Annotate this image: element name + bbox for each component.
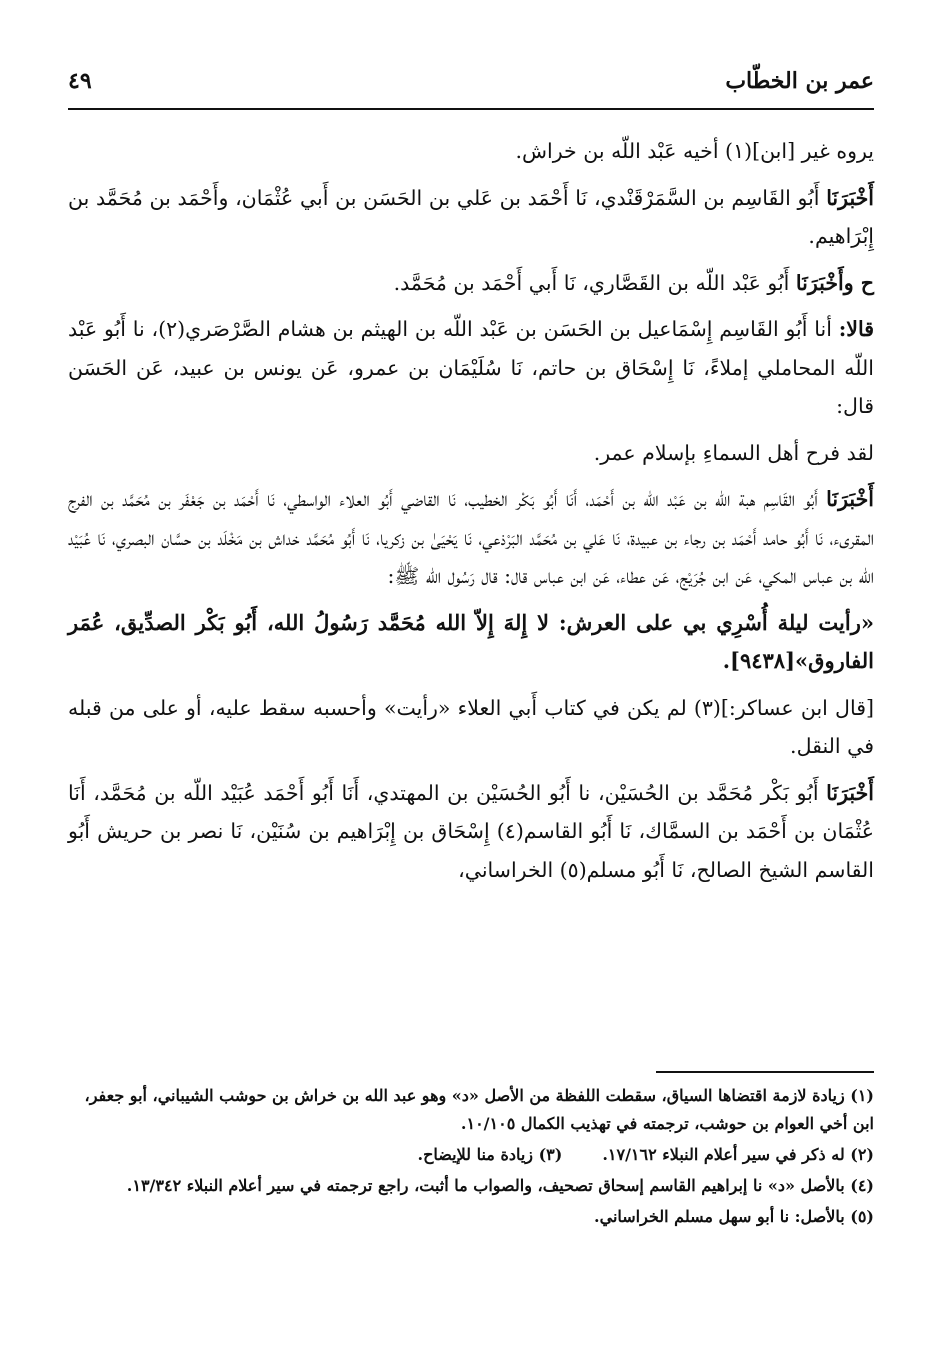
paragraph-lead: أَخْبَرَنَا — [826, 487, 874, 511]
paragraph-text: لقد فرح أهل السماءِ بإسلام عمر. — [593, 440, 874, 465]
paragraph-lead: أَخْبَرَنَا — [826, 780, 874, 805]
paragraph-text: أَبُو القَاسِم بن السَّمَرْقَنْدي، نَا أَحْمَد بن عَلي بن الحَسَن بن أَبي عُثْمَان، وأَحْمَد بن مُحَمَّد بن إِبْرَاهيم. — [68, 185, 874, 248]
paragraph-1 — [68, 132, 874, 171]
paragraph-lead: ح وأَخْبَرَنَا — [795, 270, 874, 295]
footnote-3: (٣) زيادة منا للإيضاح. — [417, 1145, 563, 1164]
footnote-separator — [656, 1071, 874, 1073]
page-number: ٤٩ — [68, 68, 92, 94]
footnote-4: (٤) بالأصل «د» نا إبراهيم القاسم إسحاق تصحيف، والصواب ما أثبت، راجع ترجمته في سير أعلام النبلاء ١٣/٣٤٢. — [126, 1176, 874, 1195]
paragraph-text: أَبُو عَبْد اللّه بن القَصَّاري، نَا أَبي أَحْمَد بن مُحَمَّد. — [393, 270, 796, 295]
footnote-row-2-3 — [68, 1141, 874, 1169]
paragraph-text: [قال ابن عساكر:](٣) لم يكن في كتاب أَبي العلاء «رأيت» وأحسبه سقط عليه، أو على من قبله في النقل. — [68, 695, 874, 758]
main-text — [68, 132, 874, 897]
paragraph-lead: قالا: — [838, 317, 874, 341]
footnote-2: (٢) له ذكر في سير أعلام النبلاء ١٧/١٦٢. — [602, 1145, 874, 1164]
paragraph-text: أَبُو بَكْر مُحَمَّد بن الحُسَيْن، نا أَبُو الحُسَيْن بن المهتدي، أَنَا أَبُو أَحْمَد عُبَيْد اللّه بن مُحَمَّد، أَنَا عُثْمَان بن أَحْمَد بن السمَّاك، نَا أَبُو القاسم(٤) إِسْحَاق بن إِبْرَاهيم بن سُنَيْن، نَا نصر بن حريش أَبُو القاسم الشيخ الصالح، نَا أَبُو مسلم(٥) الخراساني، — [68, 780, 874, 882]
paragraph-lead: أَخْبَرَنَا — [826, 185, 875, 210]
paragraph-text: أنا أَبُو القَاسِم إِسْمَاعيل بن الحَسَن بن عَبْد اللّه بن الهيثم بن هشام الصَّرْصَري(٢)، نا أَبُو عَبْد اللّه المحاملي إملاءً، نَا إِسْحَاق بن حاتم، نَا سُلَيْمَان بن عمرو، عَن يونس بن عبيد، عَن الحَسَن قال: — [68, 317, 874, 418]
paragraph-4 — [68, 310, 874, 426]
footnote-5: (٥) بالأصل: نا أبو سهل مسلم الخراساني. — [594, 1207, 874, 1226]
paragraph-3 — [68, 264, 874, 303]
footnotes — [68, 1082, 874, 1234]
paragraph-9 — [68, 774, 874, 890]
footnote-1: (١) زيادة لازمة اقتضاها السياق، سقطت اللفظة من الأصل «د» وهو عبد الله بن خراش بن حوشب الشيباني، أبو جعفر، ابن أخي العوام بن حوشب، ترجمته في تهذيب الكمال ١٠/١٠٥. — [84, 1086, 874, 1133]
paragraph-text: «رأيت ليلة أُسْرِي بي على العرش: لا إِلهَ إِلاّ الله مُحَمَّد رَسُولُ الله، أَبُو بَكْر الصدِّيق، عُمَر الفاروق»[٩٤٣٨]. — [68, 609, 874, 673]
hadith-quote — [68, 604, 874, 681]
paragraph-text: أَبُو القَاسِم هبة اللّه بن عَبْد اللّه بن أَحْمَد، أَنَا أَبُو بَكْر الخطيب، نَا القاضي أَبُو العلاء الواسطي، نَا أَحْمَد بن جَعْفَر بن مُحَمَّد بن الفرج المقرىء، نَا أَبُو حامد أَحْمَد بن رجاء بن عبيدة، نَا عَلي بن مُحَمَّد البَرْذعي، نَا يَحْيَىٰ بن زكريا، نَا أَبُو مُحَمَّد خداش بن مَخْلَد بن حسَّان البصري، نَا عُبَيْد اللّه بن عباس المكي، عَن ابن جُرَيْج، عَن عطاء، عَن ابن عباس قال: قال رَسُول الله ﷺ: — [68, 487, 874, 588]
running-title: عمر بن الخطّاب — [725, 68, 874, 94]
paragraph-6 — [68, 480, 874, 596]
page-header — [68, 64, 874, 110]
paragraph-text: يروه غير [ابن](١) أخيه عَبْد اللّه بن خراش. — [515, 139, 874, 163]
paragraph-8 — [68, 689, 874, 766]
paragraph-2 — [68, 179, 874, 256]
paragraph-5 — [68, 434, 874, 473]
